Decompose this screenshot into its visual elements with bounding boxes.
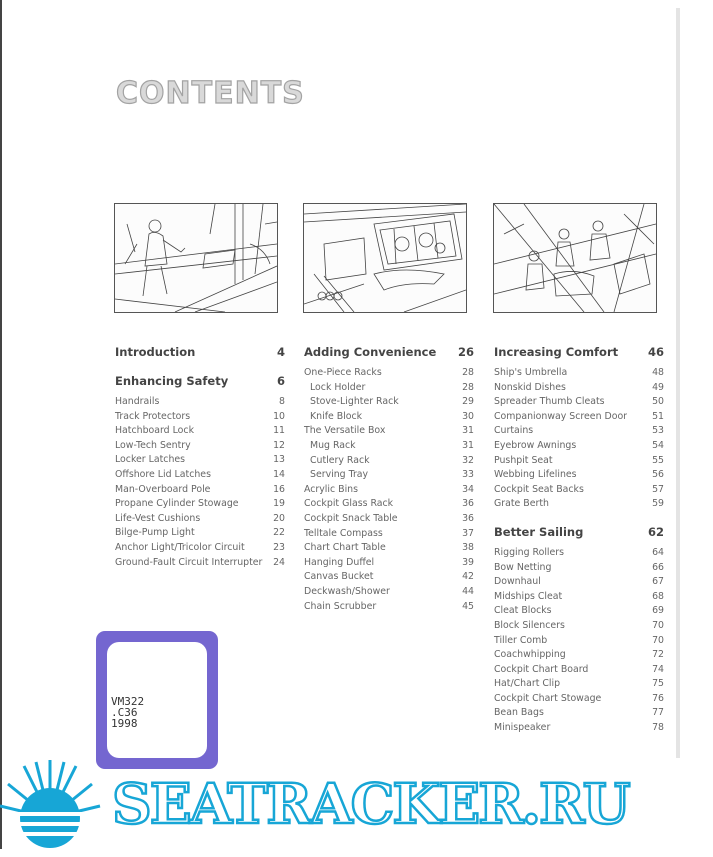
toc-entry-label: Stove-Lighter Rack xyxy=(310,396,399,408)
toc-entry-page: 38 xyxy=(462,542,474,554)
toc-entry-page: 67 xyxy=(652,576,664,588)
toc-entry xyxy=(115,483,285,498)
toc-entry xyxy=(304,410,474,425)
toc-entry xyxy=(494,604,664,619)
page-edge-right xyxy=(676,8,680,758)
toc-entry-page: 76 xyxy=(652,692,664,704)
toc-entry-page: 36 xyxy=(462,512,474,524)
toc-entry xyxy=(494,410,664,425)
toc-entry-page: 12 xyxy=(273,439,285,451)
toc-entry xyxy=(304,483,474,498)
toc-entry-label: Webbing Lifelines xyxy=(494,469,577,481)
toc-entry xyxy=(115,439,285,454)
toc-entry-label: Eyebrow Awnings xyxy=(494,439,577,451)
toc-entry-label: Offshore Lid Latches xyxy=(115,468,211,480)
toc-entry xyxy=(304,527,474,542)
toc-entry-label: Companionway Screen Door xyxy=(494,410,628,422)
toc-entry-page: 13 xyxy=(273,454,285,466)
toc-entry-label: Chain Scrubber xyxy=(304,600,377,612)
call-number-line: 1998 xyxy=(111,717,138,730)
toc-entry-page: 75 xyxy=(652,678,664,690)
section-heading xyxy=(115,345,285,361)
section-page-number: 26 xyxy=(457,345,474,359)
toc-entry xyxy=(494,575,664,590)
toc-entry xyxy=(304,585,474,600)
toc-entry-page: 22 xyxy=(273,527,285,539)
toc-entry-label: Chart Chart Table xyxy=(304,542,386,554)
library-stamp-label xyxy=(107,642,207,758)
toc-entry-label: Mug Rack xyxy=(310,439,356,451)
page-title: CONTENTS xyxy=(116,76,305,111)
toc-entry-page: 45 xyxy=(462,600,474,612)
toc-entry xyxy=(115,541,285,556)
toc-entry xyxy=(494,677,664,692)
toc-entry-label: Ship's Umbrella xyxy=(494,367,568,378)
toc-entry-page: 19 xyxy=(273,498,285,510)
section-page-number: 6 xyxy=(276,374,285,388)
toc-entry-page: 33 xyxy=(462,469,474,481)
toc-entry-page: 24 xyxy=(273,556,285,568)
toc-entry-label: Man-Overboard Pole xyxy=(115,483,211,495)
illustration-galley-stove xyxy=(303,203,467,313)
toc-entry-page: 8 xyxy=(279,396,285,407)
call-number-line: .C36 xyxy=(111,706,138,719)
toc-entry-page: 14 xyxy=(273,468,285,480)
toc-entry-page: 16 xyxy=(273,483,285,495)
toc-entry xyxy=(494,634,664,649)
toc-entry-label: Nonskid Dishes xyxy=(494,381,566,393)
toc-entry xyxy=(304,600,474,615)
toc-entry-page: 31 xyxy=(462,425,474,437)
toc-entry-page: 48 xyxy=(652,367,664,378)
toc-column-1 xyxy=(115,345,285,570)
toc-entry-label: Hanging Duffel xyxy=(304,556,375,568)
toc-entry xyxy=(304,381,474,396)
section-page-number: 4 xyxy=(276,345,285,359)
toc-entry-label: Cockpit Chart Stowage xyxy=(494,692,602,704)
toc-entry-label: Track Protectors xyxy=(115,410,191,422)
toc-entry-label: Low-Tech Sentry xyxy=(115,439,191,451)
section-title: Increasing Comfort xyxy=(494,345,619,359)
toc-entry-label: Cockpit Glass Rack xyxy=(304,498,394,510)
section-heading xyxy=(494,525,664,541)
toc-entry xyxy=(494,468,664,483)
toc-entry-label: Minispeaker xyxy=(494,722,551,734)
entry-list xyxy=(494,366,664,512)
page-edge-left xyxy=(0,0,2,857)
toc-entry-page: 29 xyxy=(462,396,474,408)
illustration-crew-on-deck xyxy=(493,203,657,313)
toc-entry-label: Hatchboard Lock xyxy=(115,425,194,437)
toc-entry-label: Serving Tray xyxy=(310,469,369,481)
section-heading xyxy=(115,374,285,390)
toc-entry-label: Block Silencers xyxy=(494,619,565,631)
toc-entry-page: 59 xyxy=(652,498,664,510)
entry-list xyxy=(494,546,664,736)
toc-entry xyxy=(304,439,474,454)
toc-entry-page: 50 xyxy=(652,396,664,408)
toc-entry-page: 49 xyxy=(652,381,664,393)
toc-entry-page: 53 xyxy=(652,425,664,437)
section-heading xyxy=(304,345,474,361)
section-page-number: 62 xyxy=(647,524,664,539)
section-page-number: 46 xyxy=(647,345,664,359)
toc-entry-label: Ground-Fault Circuit Interrupter xyxy=(115,556,263,568)
toc-entry-page: 23 xyxy=(273,541,285,553)
toc-entry xyxy=(304,454,474,469)
section-heading xyxy=(494,345,664,361)
toc-entry-page: 72 xyxy=(652,649,664,661)
toc-entry xyxy=(115,526,285,541)
toc-entry-label: Grate Berth xyxy=(494,498,549,510)
toc-entry-page: 34 xyxy=(462,483,474,495)
toc-entry-label: Bow Netting xyxy=(494,561,552,573)
toc-entry-label: Coachwhipping xyxy=(494,649,566,661)
call-number-line: VM322 xyxy=(111,695,145,708)
toc-entry xyxy=(115,424,285,439)
toc-entry-label: Deckwash/Shower xyxy=(304,585,390,597)
toc-entry xyxy=(115,410,285,425)
toc-entry-page: 39 xyxy=(462,556,474,568)
toc-entry-page: 36 xyxy=(462,498,474,510)
toc-entry xyxy=(304,424,474,439)
toc-entry-page: 55 xyxy=(652,454,664,466)
toc-entry-label: Pushpit Seat xyxy=(494,454,553,466)
toc-entry xyxy=(115,453,285,468)
entry-list xyxy=(304,366,474,614)
toc-entry-label: Cockpit Chart Board xyxy=(494,663,589,675)
entry-list xyxy=(115,395,285,570)
toc-entry xyxy=(494,692,664,707)
toc-entry xyxy=(304,541,474,556)
toc-entry xyxy=(115,512,285,527)
toc-entry-label: Spreader Thumb Cleats xyxy=(494,396,605,408)
toc-entry-label: One-Piece Racks xyxy=(304,367,382,378)
toc-entry xyxy=(304,512,474,527)
toc-entry-page: 31 xyxy=(462,439,474,451)
toc-entry-page: 57 xyxy=(652,483,664,495)
toc-entry-label: Anchor Light/Tricolor Circuit xyxy=(115,541,245,553)
toc-entry xyxy=(494,454,664,469)
toc-entry-page: 78 xyxy=(652,722,664,734)
toc-entry-label: Tiller Comb xyxy=(494,634,548,646)
watermark-text: SEATRACKER.RU xyxy=(112,771,629,836)
section-title: Introduction xyxy=(115,345,196,359)
toc-entry-label: Life-Vest Cushions xyxy=(115,512,201,524)
toc-entry xyxy=(494,395,664,410)
library-stamp xyxy=(96,631,218,769)
toc-entry xyxy=(115,556,285,571)
toc-entry-page: 30 xyxy=(462,410,474,422)
toc-entry xyxy=(494,648,664,663)
toc-entry-page: 70 xyxy=(652,634,664,646)
toc-entry-label: Hat/Chart Clip xyxy=(494,678,561,690)
toc-entry xyxy=(494,663,664,678)
toc-entry-label: Lock Holder xyxy=(310,381,366,393)
toc-entry-label: Locker Latches xyxy=(115,454,186,466)
section-title: Better Sailing xyxy=(494,524,584,539)
sun-logo-icon xyxy=(0,760,100,857)
toc-entry xyxy=(494,721,664,736)
toc-entry xyxy=(115,395,285,410)
toc-entry xyxy=(115,468,285,483)
toc-entry-page: 66 xyxy=(652,561,664,573)
toc-entry xyxy=(304,366,474,381)
toc-entry-label: Rigging Rollers xyxy=(494,546,565,558)
toc-entry-label: Handrails xyxy=(115,396,160,407)
toc-entry-label: Cockpit Snack Table xyxy=(304,512,398,524)
toc-entry-label: Knife Block xyxy=(310,410,363,422)
toc-column-2 xyxy=(304,345,474,614)
toc-entry-page: 10 xyxy=(273,410,285,422)
toc-entry-page: 77 xyxy=(652,707,664,719)
toc-entry-page: 68 xyxy=(652,590,664,602)
section-title: Adding Convenience xyxy=(304,345,437,359)
toc-entry-label: Cutlery Rack xyxy=(310,454,370,466)
toc-entry-page: 20 xyxy=(273,512,285,524)
toc-entry-label: Bilge-Pump Light xyxy=(115,527,195,539)
toc-entry xyxy=(494,439,664,454)
toc-entry-label: Bean Bags xyxy=(494,707,544,719)
toc-entry-page: 44 xyxy=(462,585,474,597)
toc-entry xyxy=(304,497,474,512)
toc-entry-page: 54 xyxy=(652,439,664,451)
toc-entry-label: Downhaul xyxy=(494,576,541,588)
toc-entry-label: Cockpit Seat Backs xyxy=(494,483,584,495)
toc-entry-page: 70 xyxy=(652,619,664,631)
toc-entry-page: 28 xyxy=(462,367,474,378)
toc-entry-label: Propane Cylinder Stowage xyxy=(115,498,239,510)
toc-column-3 xyxy=(494,345,664,736)
toc-entry xyxy=(494,483,664,498)
toc-entry xyxy=(304,570,474,585)
toc-entry-page: 74 xyxy=(652,663,664,675)
section-title: Enhancing Safety xyxy=(115,374,229,388)
toc-entry-label: Acrylic Bins xyxy=(304,483,359,495)
toc-entry xyxy=(494,424,664,439)
toc-entry xyxy=(494,366,664,381)
toc-entry xyxy=(115,497,285,512)
toc-entry-page: 11 xyxy=(273,425,285,437)
toc-entry-label: Canvas Bucket xyxy=(304,571,374,583)
toc-entry xyxy=(494,497,664,512)
toc-entry xyxy=(494,546,664,561)
toc-entry-label: Curtains xyxy=(494,425,534,437)
toc-entry xyxy=(494,381,664,396)
toc-entry-page: 64 xyxy=(652,546,664,558)
toc-entry xyxy=(494,590,664,605)
toc-entry-page: 56 xyxy=(652,469,664,481)
toc-entry-label: Telltale Compass xyxy=(304,527,383,539)
toc-entry-page: 28 xyxy=(462,381,474,393)
illustration-cockpit-sailor xyxy=(114,203,278,313)
toc-entry xyxy=(494,619,664,634)
toc-entry-page: 37 xyxy=(462,527,474,539)
toc-entry xyxy=(304,468,474,483)
toc-entry-label: Cleat Blocks xyxy=(494,605,552,617)
toc-entry-label: Midships Cleat xyxy=(494,590,563,602)
toc-entry xyxy=(494,561,664,576)
call-number xyxy=(111,696,144,729)
toc-entry-page: 32 xyxy=(462,454,474,466)
toc-entry-page: 42 xyxy=(462,571,474,583)
toc-entry xyxy=(304,556,474,571)
toc-entry-label: The Versatile Box xyxy=(304,425,386,437)
toc-entry xyxy=(304,395,474,410)
toc-entry xyxy=(494,706,664,721)
toc-entry-page: 51 xyxy=(652,410,664,422)
toc-entry-page: 69 xyxy=(652,605,664,617)
